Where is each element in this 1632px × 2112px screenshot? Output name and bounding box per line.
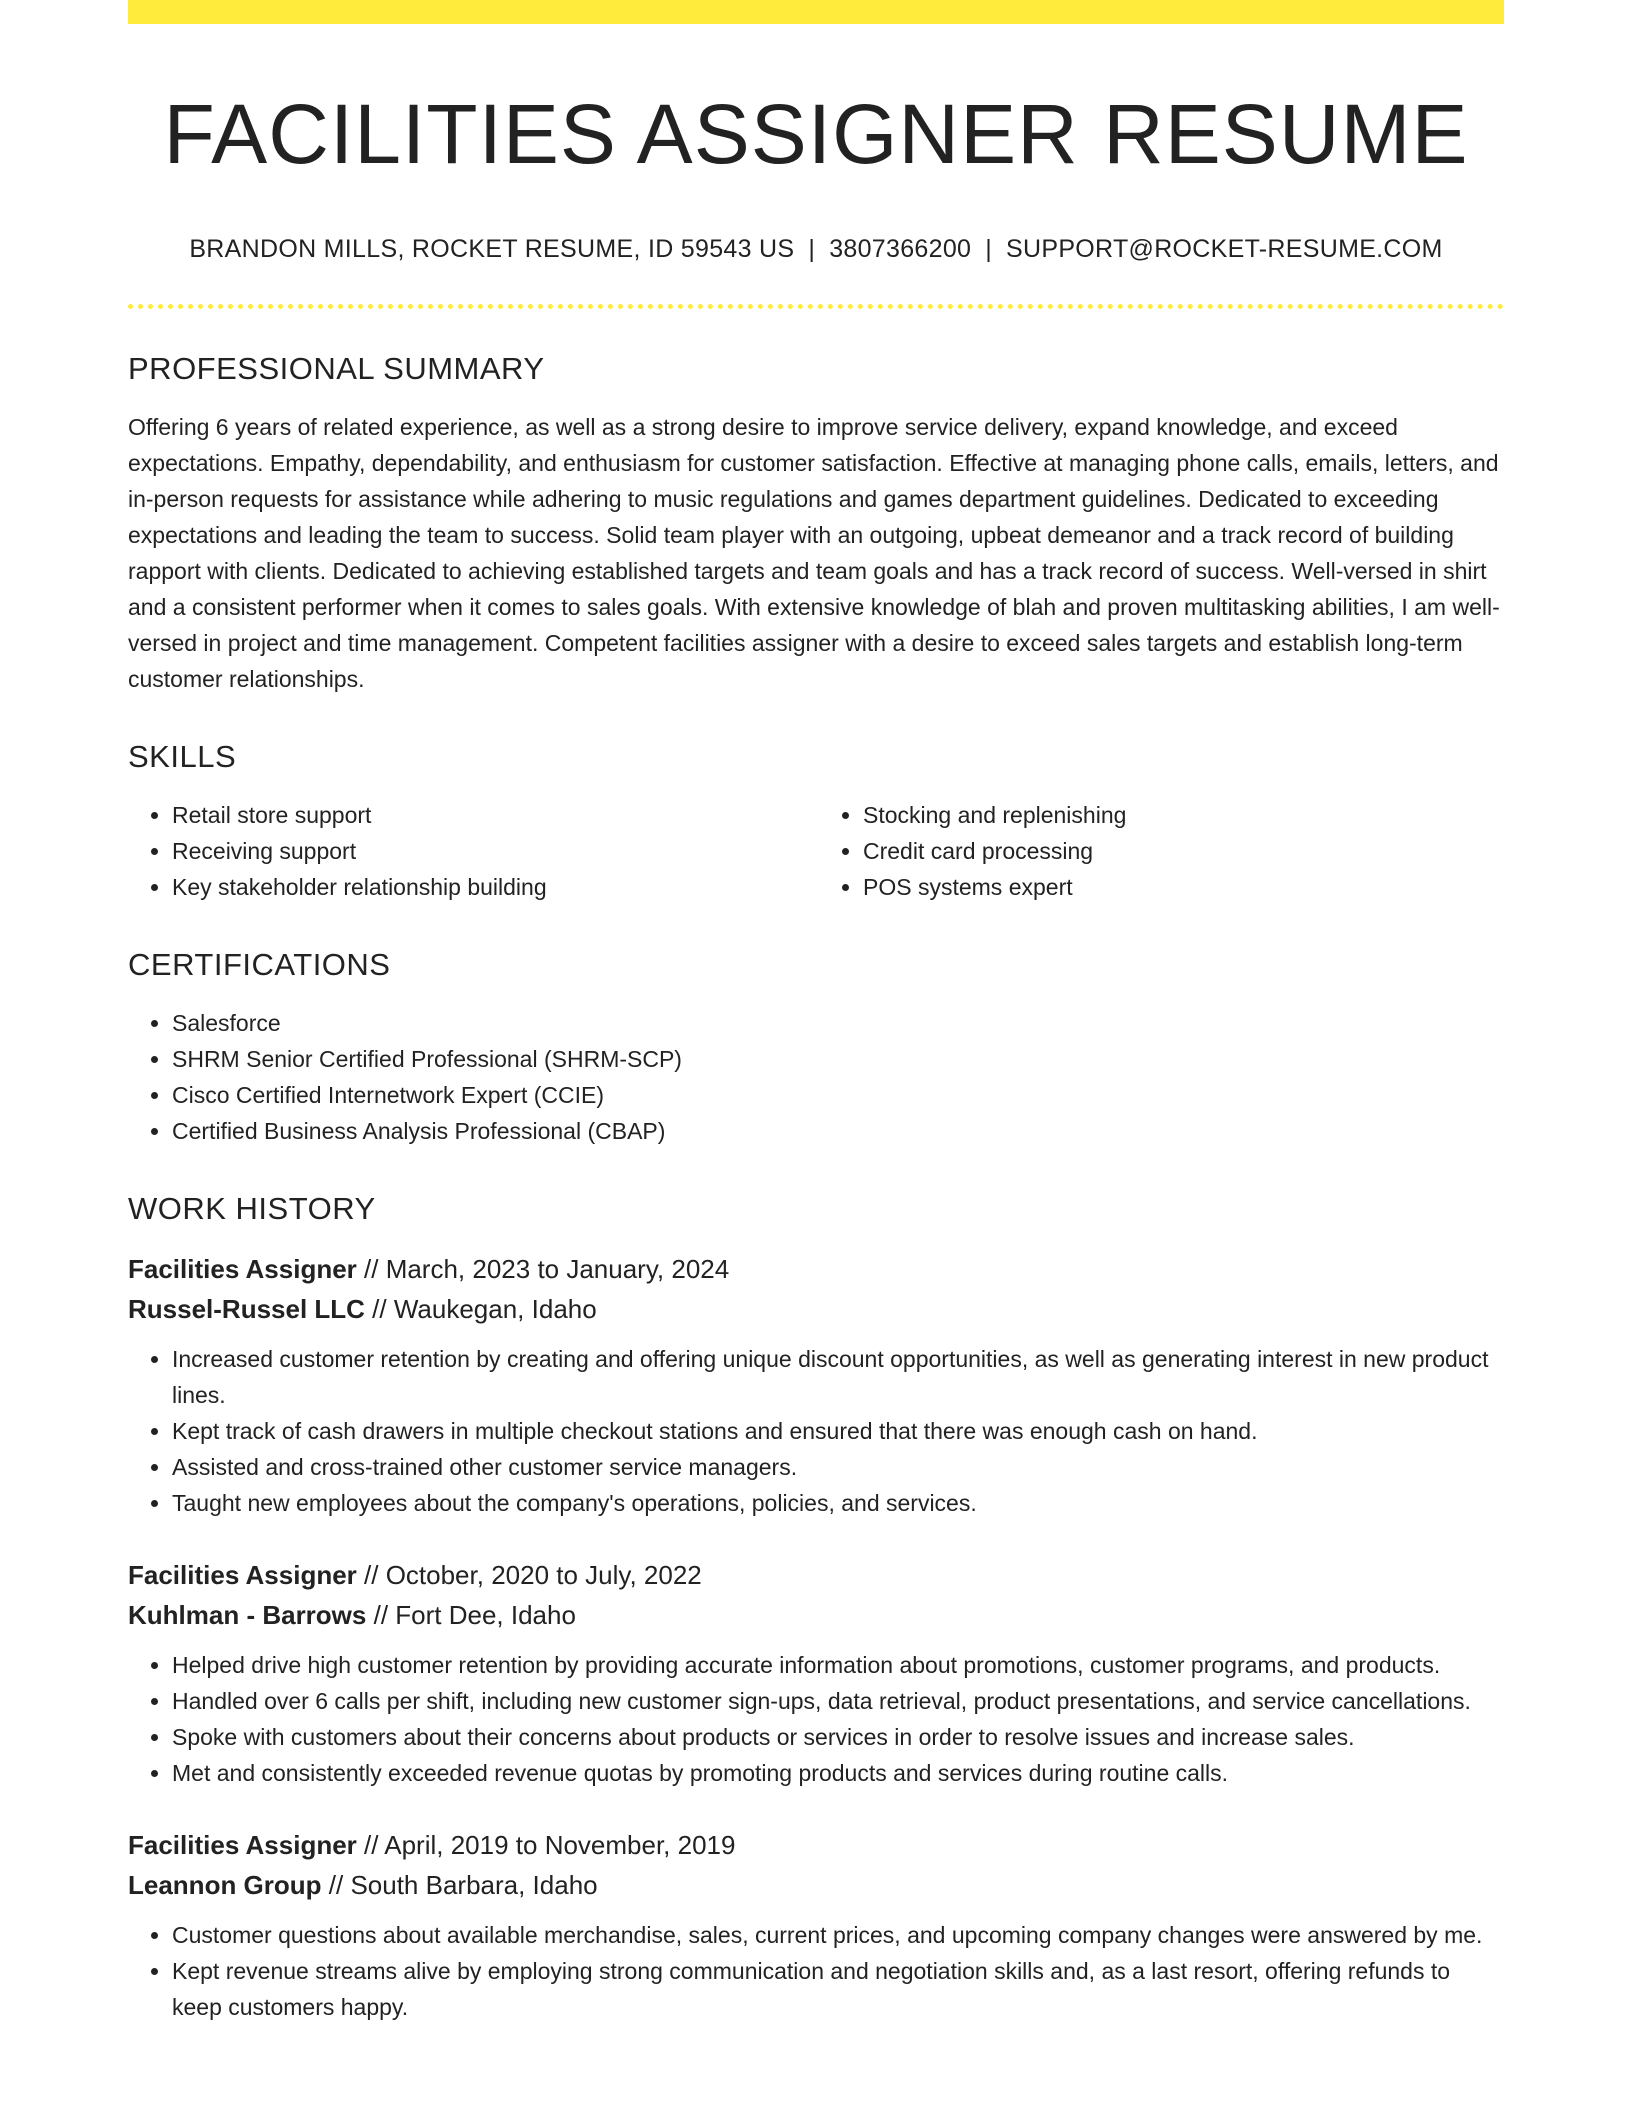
job-title: Facilities Assigner [128, 1559, 357, 1590]
skills-list-right [813, 797, 1504, 905]
certification-item: • SHRM Senior Certified Professional (SHRM-SCP) [172, 1041, 1504, 1077]
job-bullet: • Helped drive high customer retention by providing accurate information about promotions, customer programs, and products. [172, 1647, 1504, 1683]
job-title: Facilities Assigner [128, 1253, 357, 1284]
contact-separator: | [808, 234, 816, 263]
job-bullet: • Kept track of cash drawers in multiple checkout stations and ensured that there was enough cash on hand. [172, 1413, 1504, 1449]
job-bullets [128, 1341, 1504, 1521]
certification-item: • Cisco Certified Internetwork Expert (CCIE) [172, 1077, 1504, 1113]
job-company-line [128, 1865, 1504, 1905]
job-entry [128, 1249, 1504, 1521]
skill-item: • Stocking and replenishing [863, 797, 1504, 833]
dotted-divider [128, 304, 1504, 309]
contact-separator: | [985, 234, 993, 263]
contact-address: BRANDON MILLS, ROCKET RESUME, ID 59543 US [189, 234, 795, 263]
job-location: // South Barbara, Idaho [321, 1869, 598, 1900]
work-history-heading: WORK HISTORY [128, 1190, 376, 1226]
summary-heading: PROFESSIONAL SUMMARY [128, 350, 545, 386]
certification-item: • Certified Business Analysis Professional (CBAP) [172, 1113, 1504, 1149]
page-title: FACILITIES ASSIGNER RESUME [163, 87, 1469, 181]
skill-item: • Key stakeholder relationship building [172, 869, 813, 905]
skill-item: • POS systems expert [863, 869, 1504, 905]
job-company: Russel-Russel LLC [128, 1293, 365, 1324]
contact-line [128, 235, 1504, 264]
job-location: // Waukegan, Idaho [364, 1293, 597, 1324]
skills-list-left [128, 797, 813, 905]
job-title-line [128, 1825, 1504, 1865]
job-company-line [128, 1289, 1504, 1329]
certifications-heading: CERTIFICATIONS [128, 946, 391, 982]
job-location: // Fort Dee, Idaho [366, 1599, 576, 1630]
job-company: Kuhlman - Barrows [128, 1599, 367, 1630]
job-entry [128, 1825, 1504, 2025]
skill-item: • Receiving support [172, 833, 813, 869]
certification-item: • Salesforce [172, 1005, 1504, 1041]
skills-section [128, 739, 1504, 905]
job-company-line [128, 1595, 1504, 1635]
job-bullet: • Increased customer retention by creating and offering unique discount opportunities, as well as generating interest in new product lines. [172, 1341, 1504, 1413]
job-bullet: • Spoke with customers about their concerns about products or services in order to resolve issues and increase sales. [172, 1719, 1504, 1755]
job-title: Facilities Assigner [128, 1829, 357, 1860]
job-bullet: • Assisted and cross-trained other customer service managers. [172, 1449, 1504, 1485]
skill-item: • Credit card processing [863, 833, 1504, 869]
job-dates: // October, 2020 to July, 2022 [356, 1559, 702, 1590]
summary-section [128, 351, 1504, 697]
job-title-line [128, 1555, 1504, 1595]
contact-phone: 3807366200 [829, 234, 972, 263]
job-bullet: • Handled over 6 calls per shift, including new customer sign-ups, data retrieval, product presentations, and service cancellations. [172, 1683, 1504, 1719]
job-dates: // April, 2019 to November, 2019 [356, 1829, 736, 1860]
job-bullets [128, 1647, 1504, 1791]
certifications-list [128, 1005, 1504, 1149]
accent-bar [128, 0, 1504, 24]
summary-text: Offering 6 years of related experience, as well as a strong desire to improve service delivery, expand knowledge, and exceed expectations. Empathy, dependability, and enthusiasm for customer satisfaction. Effective at managing phone calls, emails, letters, and in-person requests for assistance while adhering to music regulations and games department guidelines. Dedicated to exceeding expectations and leading the team to success. Solid team player with an outgoing, upbeat demeanor and a track record of building rapport with clients. Dedicated to achieving established targets and team goals and has a track record of success. Well-versed in shirt and a consistent performer when it comes to sales goals. With extensive knowledge of blah and proven multitasking abilities, I am well-versed in project and time management. Competent facilities assigner with a desire to exceed sales targets and establish long-term customer relationships. [128, 413, 1500, 692]
job-title-line [128, 1249, 1504, 1289]
job-dates: // March, 2023 to January, 2024 [356, 1253, 730, 1284]
work-history-section [128, 1191, 1504, 2025]
job-company: Leannon Group [128, 1869, 322, 1900]
skills-columns [128, 797, 1504, 905]
contact-email: SUPPORT@ROCKET-RESUME.COM [1006, 234, 1443, 263]
job-bullet: • Taught new employees about the company's operations, policies, and services. [172, 1485, 1504, 1521]
job-bullets [128, 1917, 1504, 2025]
resume-page [128, 0, 1504, 2059]
job-bullet: • Customer questions about available merchandise, sales, current prices, and upcoming company changes were answered by me. [172, 1917, 1504, 1953]
job-bullet: • Kept revenue streams alive by employing strong communication and negotiation skills and, as a last resort, offering refunds to keep customers happy. [172, 1953, 1504, 2025]
certifications-section [128, 947, 1504, 1149]
skill-item: • Retail store support [172, 797, 813, 833]
job-entry [128, 1555, 1504, 1791]
skills-heading: SKILLS [128, 738, 237, 774]
job-bullet: • Met and consistently exceeded revenue quotas by promoting products and services during routine calls. [172, 1755, 1504, 1791]
